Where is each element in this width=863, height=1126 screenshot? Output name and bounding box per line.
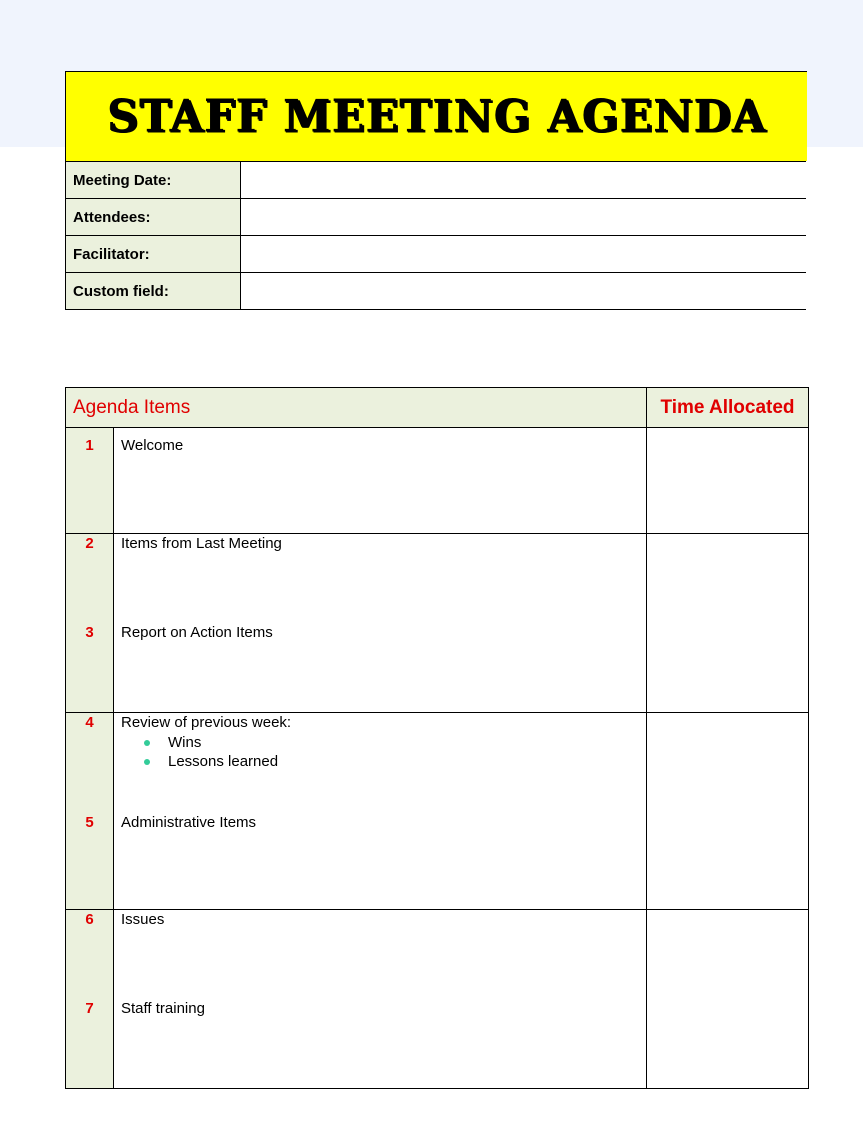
custom-field-label: Custom field: [66,273,241,310]
attendees-label: Attendees: [66,199,241,236]
item-number-cell [66,713,114,910]
meeting-info-table [65,161,806,310]
bullet-text: Lessons learned [168,753,279,770]
agenda-table [65,387,809,1089]
item-number-cell [66,534,114,713]
bullet-dot-icon [144,740,150,746]
agenda-item-text: Report on Action Items [121,624,273,641]
info-row-custom-field [66,273,807,310]
bullet-item [114,733,646,752]
agenda-group-row [66,713,809,910]
info-row-meeting-date [66,162,807,199]
meeting-date-field[interactable] [241,162,807,199]
bullet-dot-icon [144,759,150,765]
time-allocated-header: Time Allocated [647,388,809,428]
item-number: 6 [85,911,94,928]
facilitator-label: Facilitator: [66,236,241,273]
info-row-facilitator [66,236,807,273]
agenda-item-text: Staff training [121,1000,205,1017]
agenda-item-text: Review of previous week: [121,714,292,731]
agenda-group-row [66,910,809,1089]
review-bullet-list [114,733,646,771]
agenda-group-row [66,534,809,713]
agenda-items-header: Agenda Items [66,388,647,428]
page-title: STAFF MEETING AGENDA [106,90,767,143]
title-banner [65,71,807,161]
agenda-item-text: Items from Last Meeting [121,535,282,552]
agenda-item-text: Welcome [121,437,184,454]
agenda-item-cell[interactable] [114,910,647,1089]
agenda-header-row [66,388,809,428]
item-number: 2 [85,535,94,552]
meeting-date-label: Meeting Date: [66,162,241,199]
item-number-cell [66,428,114,534]
agenda-item-cell[interactable] [114,534,647,713]
time-allocated-cell[interactable] [647,713,809,910]
info-row-attendees [66,199,807,236]
time-allocated-cell[interactable] [647,428,809,534]
agenda-item-cell[interactable] [114,713,647,910]
bullet-text: Wins [168,734,202,751]
item-number: 7 [85,1000,94,1017]
agenda-group-row [66,428,809,534]
bullet-item [114,752,646,771]
time-allocated-cell[interactable] [647,910,809,1089]
custom-field-value[interactable] [241,273,807,310]
agenda-item-text: Administrative Items [121,814,257,831]
item-number-cell [66,910,114,1089]
item-number: 5 [85,814,94,831]
item-number: 4 [85,714,94,731]
facilitator-field[interactable] [241,236,807,273]
agenda-item-text: Issues [121,911,165,928]
attendees-field[interactable] [241,199,807,236]
item-number: 3 [85,624,94,641]
agenda-item-cell[interactable] [114,428,647,534]
time-allocated-cell[interactable] [647,534,809,713]
item-number: 1 [85,437,94,454]
